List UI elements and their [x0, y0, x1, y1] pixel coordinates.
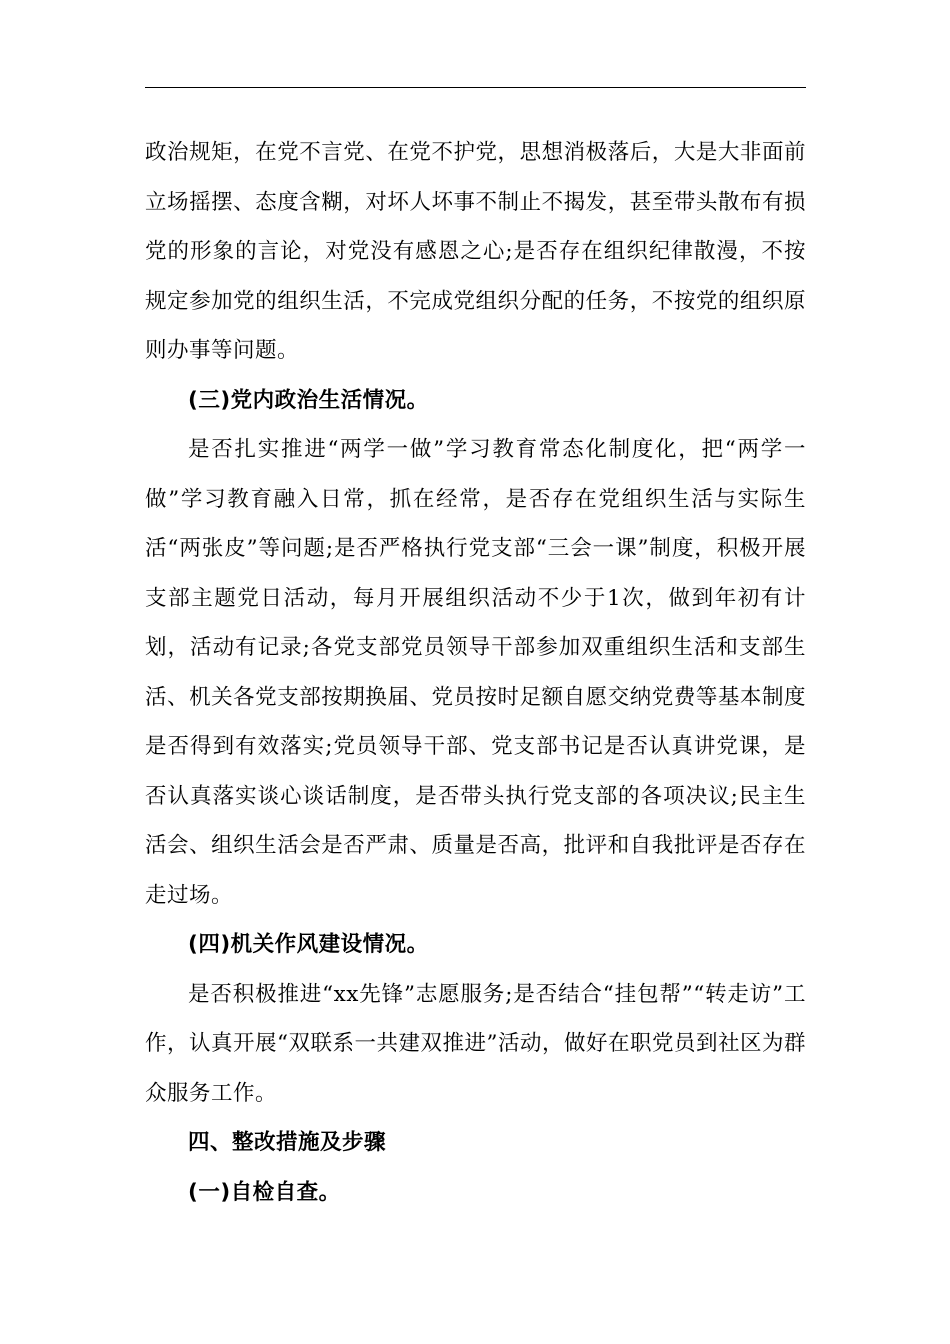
paragraph-inner-party-political-life: 是否扎实推进“两学一做”学习教育常态化制度化，把“两学一做”学习教育融入日常，抓在经常，是否存在党组织生活与实际生活“两张皮”等问题;是否严格执行党支部“三会一课”制度，积极开展支部主题党日活动，每月开展组织活动不少于1次，做到年初有计划，活动有记录;各党支部党员领导干部参加双重组织生活和支部生活、机关各党支部按期换届、党员按时足额自愿交纳党费等基本制度是否得到有效落实;党员领导干部、党支部书记是否认真讲党课，是否认真落实谈心谈话制度，是否带头执行党支部的各项决议;民主生活会、组织生活会是否严肃、质量是否高，批评和自我批评是否存在走过场。 [145, 437, 806, 908]
heading-work-style-construction: (四)机关作风建设情况。 [188, 932, 429, 957]
heading-rectification-measures: 四、整改措施及步骤 [188, 1130, 387, 1155]
paragraph-political-rules: 政治规矩，在党不言党、在党不护党，思想消极落后，大是大非面前立场摇摆、态度含糊，对坏人坏事不制止不揭发，甚至带头散布有损党的形象的言论，对党没有感恩之心;是否存在组织纪律散漫，不按规定参加党的组织生活，不完成党组织分配的任务，不按党的组织原则办事等问题。 [145, 140, 806, 363]
heading-inner-party-political-life: (三)党内政治生活情况。 [188, 387, 429, 413]
header-rule [145, 87, 806, 88]
paragraph-work-style-construction: 是否积极推进“xx先锋”志愿服务;是否结合“挂包帮”“转走访”工作，认真开展“双联系一共建双推进”活动，做好在职党员到社区为群众服务工作。 [145, 981, 806, 1106]
heading-self-inspection: (一)自检自查。 [188, 1179, 341, 1205]
document-body [145, 128, 806, 1217]
